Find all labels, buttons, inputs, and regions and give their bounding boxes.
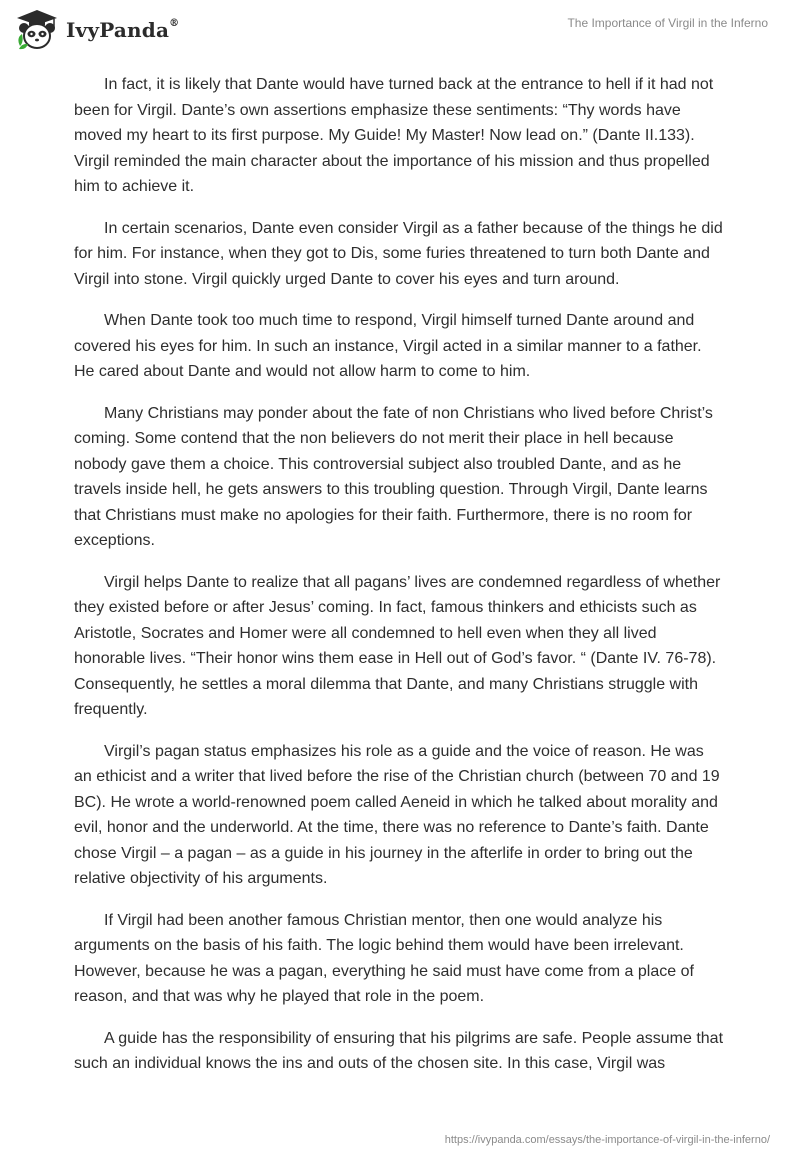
brand-logo[interactable] (14, 8, 179, 52)
paragraph: Many Christians may ponder about the fate of non Christians who lived before Christ’s coming. Some contend that the non believers do not merit their place in hell because nobody gave them a choice. This controversial subject also troubled Dante, and as he travels inside hell, he gets answers to this troubling question. Through Virgil, Dante learns that Christians must make no apologies for their faith. Furthermore, there is no room for exceptions. (74, 404, 713, 549)
paragraph: Virgil helps Dante to realize that all pagans’ lives are condemned regardless of whether they existed before or after Jesus’ coming. In fact, famous thinkers and ethicists such as Aristotle, Socrates and Homer were all condemned to hell even when they all lived honorable lives. “Their honor wins them ease in Hell out of God’s favor. “ (Dante IV. 76-78). Consequently, he settles a moral dilemma that Dante, and many Christians struggle with frequently. (74, 573, 721, 718)
source-url[interactable]: https://ivypanda.com/essays/the-importance-of-virgil-in-the-inferno/ (444, 1134, 770, 1146)
panda-graduate-icon (14, 8, 60, 52)
paragraph: Virgil’s pagan status emphasizes his role as a guide and the voice of reason. He was an ethicist and a writer that lived before the rise of the Christian church (between 70 and 19 BC). He wrote a world-renowned poem called Aeneid in which he talked about morality and evil, honor and the underworld. At the time, there was no reference to Dante’s faith. Dante chose Virgil – a pagan – as a guide in his journey in the afterlife in order to bring out the relative objectivity of his arguments. (74, 742, 720, 887)
page-header (0, 0, 800, 60)
paragraph: In certain scenarios, Dante even consider Virgil as a father because of the things he did for him. For instance, when they got to Dis, some furies threatened to turn both Dante and Virgil into stone. Virgil quickly urged Dante to cover his eyes and turn around. (74, 219, 723, 288)
paragraph: If Virgil had been another famous Christian mentor, then one would analyze his arguments on the basis of his faith. The logic behind them would have been irrelevant. However, because he was a pagan, everything he said must have come from a place of reason, and that was why he played that role in the poem. (74, 911, 694, 1005)
paragraph: A guide has the responsibility of ensuring that his pilgrims are safe. People assume that such an individual knows the ins and outs of the chosen site. In this case, Virgil was (74, 1029, 724, 1072)
document-title: The Importance of Virgil in the Inferno (567, 16, 768, 30)
essay-body (74, 72, 724, 1093)
paragraph: In fact, it is likely that Dante would have turned back at the entrance to hell if it had not been for Virgil. Dante’s own assertions emphasize these sentiments: “Thy words have moved my heart to its first purpose. My Guide! My Master! Now lead on.” (Dante II.133). Virgil reminded the main character about the importance of his mission and thus propelled him to achieve it. (74, 76, 714, 195)
paragraph: When Dante took too much time to respond, Virgil himself turned Dante around and covered his eyes for him. In such an instance, Virgil acted in a similar manner to a father. He cared about Dante and would not allow harm to come to him. (74, 312, 702, 380)
brand-name: IvyPanda® (66, 18, 180, 42)
